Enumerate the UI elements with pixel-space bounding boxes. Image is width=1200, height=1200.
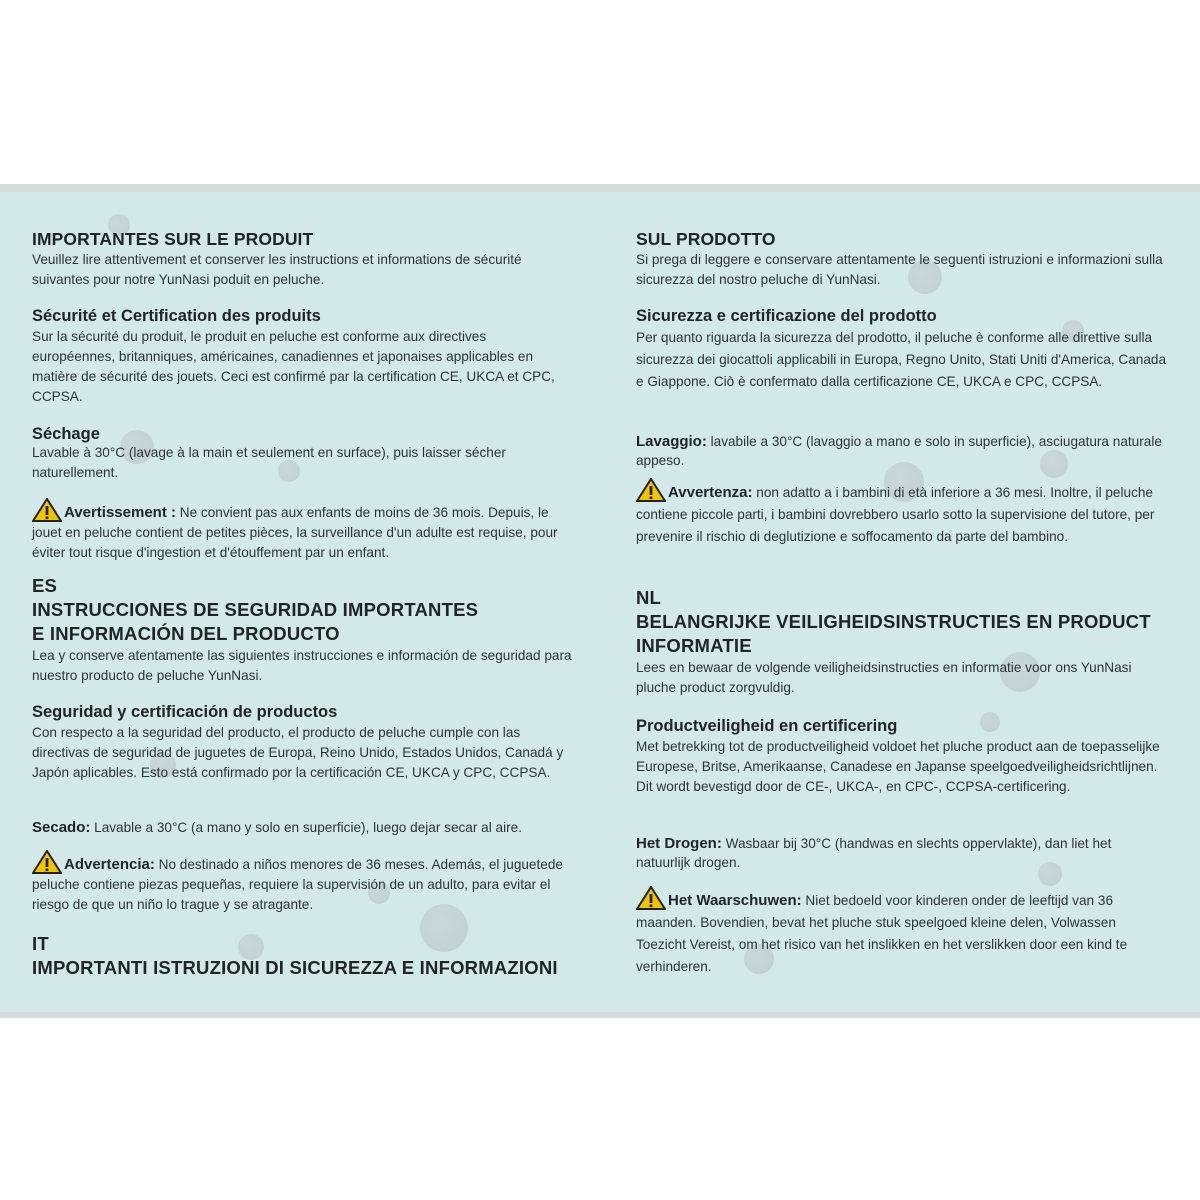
warning-triangle-icon xyxy=(32,498,62,522)
fr-drying-text: Lavable à 30°C (lavage à la main et seulement en surface), puis laisser sécher naturellement. xyxy=(32,445,506,480)
fr-intro: Veuillez lire attentivement et conserver les instructions et informations de sécurité suivantes pour notre YunNasi poduit en peluche. xyxy=(32,252,522,287)
it-washing-text: lavabile a 30°C (lavaggio a mano e solo in superficie), asciugatura naturale appeso. xyxy=(636,434,1162,468)
it-warning-label: Avvertenza: xyxy=(668,484,753,501)
nl-code: NL xyxy=(636,587,662,608)
it-intro: Si prega di leggere e conservare attentamente le seguenti istruzioni e informazioni sulla sicurezza del nostro peluche di YunNasi. xyxy=(636,252,1163,287)
it-start-section xyxy=(32,932,572,980)
nl-intro: Lees en bewaar de volgende veiligheidsinstructies en informatie voor ons YunNasi pluche product zorgvuldig. xyxy=(636,660,1132,695)
nl-warning-text: Niet bedoeld voor kinderen onder de leeftijd van 36 maanden. Bovendien, bevat het pluche stuk speelgoed kleine delen, Volwassen Toezicht Vereist, om het risico van het inslikken en het verslikken door een kind te verhinderen. xyxy=(636,893,1128,974)
es-safety-text: Con respecto a la seguridad del producto, el producto de peluche cumple con las directivas de seguridad de juguetes de Europa, Reino Unido, Estados Unidos, Canadá y Japón aplicables. Esto está confirmado por la certificación CE, UKCA y CPC, CCPSA. xyxy=(32,725,564,780)
nl-warning xyxy=(636,886,1166,978)
fr-safety xyxy=(32,306,572,407)
fr-drying-title: Séchage xyxy=(32,425,100,443)
fr-warning-text: Ne convient pas aux enfants de moins de 36 mois. Depuis, le jouet en peluche contient de petites pièces, la surveillance d'un adulte est requise, pour éviter tout risque d'ingestion et d'étouffement par un enfant. xyxy=(32,505,558,560)
nl-drying xyxy=(636,834,1166,872)
it-warning xyxy=(636,478,1166,548)
es-title-line1: INSTRUCCIONES DE SEGURIDAD IMPORTANTES xyxy=(32,599,479,620)
nl-drying-text: Wasbaar bij 30°C (handwas en slechts oppervlakte), dan liet het natuurlijk drogen. xyxy=(636,836,1112,870)
es-warning-label: Advertencia: xyxy=(64,856,155,873)
it-code: IT xyxy=(32,933,49,954)
bottom-divider xyxy=(0,1012,1200,1018)
nl-safety xyxy=(636,716,1166,797)
it-safety xyxy=(636,306,1166,393)
es-warning xyxy=(32,850,572,915)
es-warning-text: No destinado a niños menores de 36 meses. Además, el juguetede peluche contiene piezas pequeñas, requiere la supervisión de un adulto, para evitar el riesgo de que un niño lo trague y se atragante. xyxy=(32,857,563,912)
es-safety-title: Seguridad y certificación de productos xyxy=(32,703,338,721)
warning-triangle-icon xyxy=(32,850,62,874)
nl-drying-label: Het Drogen: xyxy=(636,835,722,852)
es-drying-text: Lavable a 30°C (a mano y solo en superficie), luego dejar secar al aire. xyxy=(94,820,522,835)
nl-title-line1: BELANGRIJKE VEILIGHEIDSINSTRUCTIES EN PRODUCT xyxy=(636,611,1151,632)
fr-warning-label: Avertissement : xyxy=(64,504,176,521)
nl-safety-title: Productveiligheid en certificering xyxy=(636,717,898,735)
it-washing-label: Lavaggio: xyxy=(636,433,707,450)
top-divider xyxy=(0,184,1200,192)
it-washing xyxy=(636,432,1166,470)
instruction-card xyxy=(0,192,1200,1012)
es-drying-label: Secado: xyxy=(32,819,91,836)
fr-warning xyxy=(32,498,572,563)
it-safety-title: Sicurezza e certificazione del prodotto xyxy=(636,307,937,325)
fr-safety-title: Sécurité et Certification des produits xyxy=(32,307,321,325)
es-title-line2: E INFORMACIÓN DEL PRODUCTO xyxy=(32,623,340,644)
fr-drying xyxy=(32,424,572,483)
fr-section xyxy=(32,228,572,290)
es-code: ES xyxy=(32,575,58,596)
nl-warning-label: Het Waarschuwen: xyxy=(668,892,802,909)
es-section xyxy=(32,574,572,686)
fr-title: IMPORTANTES SUR LE PRODUIT xyxy=(32,229,314,249)
it-safety-text: Per quanto riguarda la sicurezza del prodotto, il peluche è conforme alle direttive sulla sicurezza dei giocattoli applicabili in Europa, Regno Unito, Stati Uniti d'America, Canada e Giappone. Ciò è confermato dalla certificazione CE, UKCA e CPC, CCPSA. xyxy=(636,330,1167,389)
it-start-title: IMPORTANTI ISTRUZIONI DI SICUREZZA E INFORMAZIONI xyxy=(32,957,558,978)
nl-title-line2: INFORMATIE xyxy=(636,635,752,656)
warning-triangle-icon xyxy=(636,478,666,502)
it-section xyxy=(636,228,1166,290)
it-title: SUL PRODOTTO xyxy=(636,229,776,249)
nl-section xyxy=(636,586,1166,698)
warning-triangle-icon xyxy=(636,886,666,910)
fr-safety-text: Sur la sécurité du produit, le produit en peluche est conforme aux directives européennes, britanniques, américaines, canadiennes et japonaises applicables en matière de sécurité des jouets. Ceci est confirmé par la certification CE, UKCA et CPC, CCPSA. xyxy=(32,329,555,404)
es-safety xyxy=(32,702,572,783)
es-drying xyxy=(32,818,572,838)
nl-safety-text: Met betrekking tot de productveiligheid voldoet het pluche product aan de toepasselijke Europese, Britse, Amerikaanse, Canadese en Japanse speelgoedveiligheidsrichtlijnen. Dit wordt bevestigd door de CE-, UKCA-, en CPC-, CCPSA-certificering. xyxy=(636,739,1160,794)
es-intro: Lea y conserve atentamente las siguientes instrucciones e información de seguridad para nuestro producto de peluche YunNasi. xyxy=(32,648,572,683)
it-warning-text: non adatto a i bambini di età inferiore a 36 mesi. Inoltre, il peluche contiene piccole parti, i bambini dovrebbero usarlo sotto la supervisione del tutore, per prevenire il rischio di deglutizione e soffocamento da parte del bambino. xyxy=(636,485,1155,544)
